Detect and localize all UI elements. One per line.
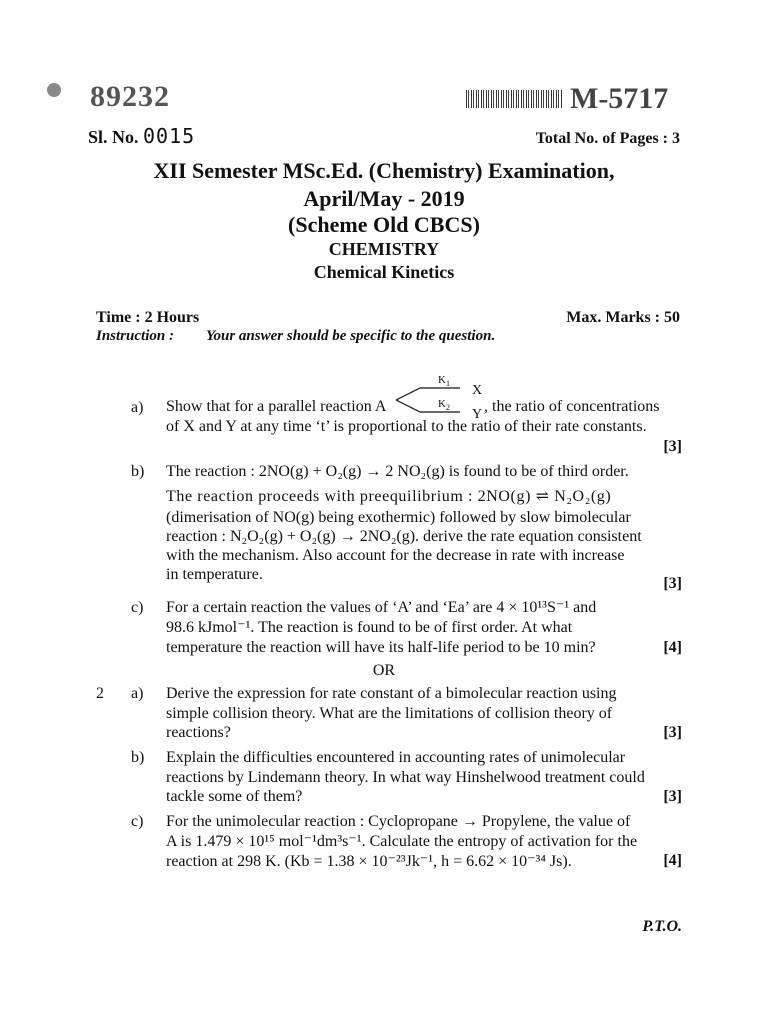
exam-title: XII Semester MSc.Ed. (Chemistry) Examination, — [153, 158, 615, 183]
q1c-text — [166, 598, 684, 658]
q2b-label: b) — [131, 749, 145, 766]
q2b-line3: tackle some of them? — [166, 788, 303, 805]
q1b-line3: (dimerisation of NO(g) being exothermic) followed by slow bimolecular — [166, 509, 631, 526]
q1a-line2: of X and Y at any time ‘t’ is proportional to the ratio of their rate constants. — [166, 418, 647, 435]
q1b-line5: with the mechanism. Also account for the decrease in rate with increase — [166, 547, 625, 564]
q2b-marks: [3] — [663, 788, 682, 805]
q1a-line1-start: Show that for a parallel reaction A — [166, 398, 387, 415]
punch-hole-mark — [47, 83, 61, 97]
page-turn-over: P.T.O. — [642, 918, 682, 935]
serial-number — [88, 124, 195, 148]
exam-time: Time : 2 Hours — [96, 309, 200, 326]
q2c-line2: A is 1.479 × 10¹⁵ mol⁻¹dm³s⁻¹. Calculate the entropy of activation for the — [166, 833, 638, 850]
q1b-line6: in temperature. — [166, 566, 263, 583]
instruction-label: Instruction : — [96, 328, 174, 344]
serial-value: 0015 — [143, 124, 196, 148]
q1b-marks: [3] — [663, 575, 682, 592]
q2b-line1: Explain the difficulties encountered in accounting rates of unimolecular — [166, 749, 626, 766]
exam-subject: CHEMISTRY — [328, 239, 440, 259]
product-x: X — [472, 383, 483, 398]
q1c-line1: For a certain reaction the values of ‘A’ and ‘Ea’ are 4 × 10¹³S⁻¹ and — [166, 599, 597, 616]
q1c-label: c) — [131, 599, 144, 616]
max-marks: Max. Marks : 50 — [566, 309, 680, 326]
or-separator: OR — [372, 662, 396, 679]
q2c-line1: For the unimolecular reaction : Cyclopropane → Propylene, the value of — [166, 813, 631, 830]
k2-label: $K_2$ — [438, 398, 450, 413]
q2a-text — [166, 684, 684, 743]
q2-number: 2 — [96, 685, 104, 702]
exam-paper: Chemical Kinetics — [313, 262, 455, 282]
q2a-label: a) — [131, 685, 144, 702]
serial-label: Sl. No. — [88, 127, 139, 147]
q1c-line3: temperature the reaction will have its half-life period to be 10 min? — [166, 639, 596, 656]
q2c-line3: reaction at 298 K. (Kb = 1.38 × 10⁻²³Jk⁻¹, h = 6.62 × 10⁻³⁴ Js). — [166, 853, 572, 870]
q1a-marks: [3] — [663, 438, 682, 455]
q2a-line3: reactions? — [166, 724, 231, 741]
q2a-line2: simple collision theory. What are the limitations of collision theory of — [166, 704, 613, 722]
q2c-label: c) — [131, 813, 144, 830]
k1-label: $K_1$ — [438, 374, 450, 389]
q2a-line1: Derive the expression for rate constant of a bimolecular reaction using — [166, 685, 617, 702]
exam-session: April/May - 2019 — [303, 186, 465, 211]
paper-code-right: M-5717 — [570, 82, 669, 115]
q2c-marks: [4] — [663, 852, 682, 869]
q2b-text — [166, 748, 684, 807]
q2c-text — [166, 812, 684, 872]
q1b-text — [166, 462, 684, 584]
total-pages: Total No. of Pages : 3 — [535, 130, 680, 147]
q1a-label: a) — [131, 399, 144, 416]
paper-code-left: 89232 — [90, 80, 170, 113]
barcode — [466, 90, 562, 108]
instruction-text: Your answer should be specific to the question. — [206, 328, 496, 344]
product-y: Y — [472, 407, 483, 422]
q2a-marks: [3] — [663, 724, 682, 741]
q1b-line1: The reaction : 2NO(g) + O₂(g) → 2 NO₂(g) is found to be of third order. — [166, 463, 629, 480]
q1c-line2: 98.6 kJmol⁻¹. The reaction is found to be of first order. At what — [166, 619, 573, 636]
q1a-line1-end: , the ratio of concentrations — [484, 398, 660, 415]
parallel-reaction-arrows — [394, 376, 474, 422]
q1b-line2: The reaction proceeds with preequilibrium : 2NO(g) ⇌ N₂O₂(g) — [166, 488, 612, 505]
instruction — [96, 328, 496, 345]
q1c-marks: [4] — [663, 639, 682, 656]
q2b-line2: reactions by Lindemann theory. In what way Hinshelwood treatment could — [166, 768, 645, 786]
q1b-line4: reaction : N₂O₂(g) + O₂(g) → 2NO₂(g). derive the rate equation consistent — [166, 528, 642, 545]
exam-scheme: (Scheme Old CBCS) — [288, 212, 480, 237]
q1b-label: b) — [131, 463, 145, 480]
